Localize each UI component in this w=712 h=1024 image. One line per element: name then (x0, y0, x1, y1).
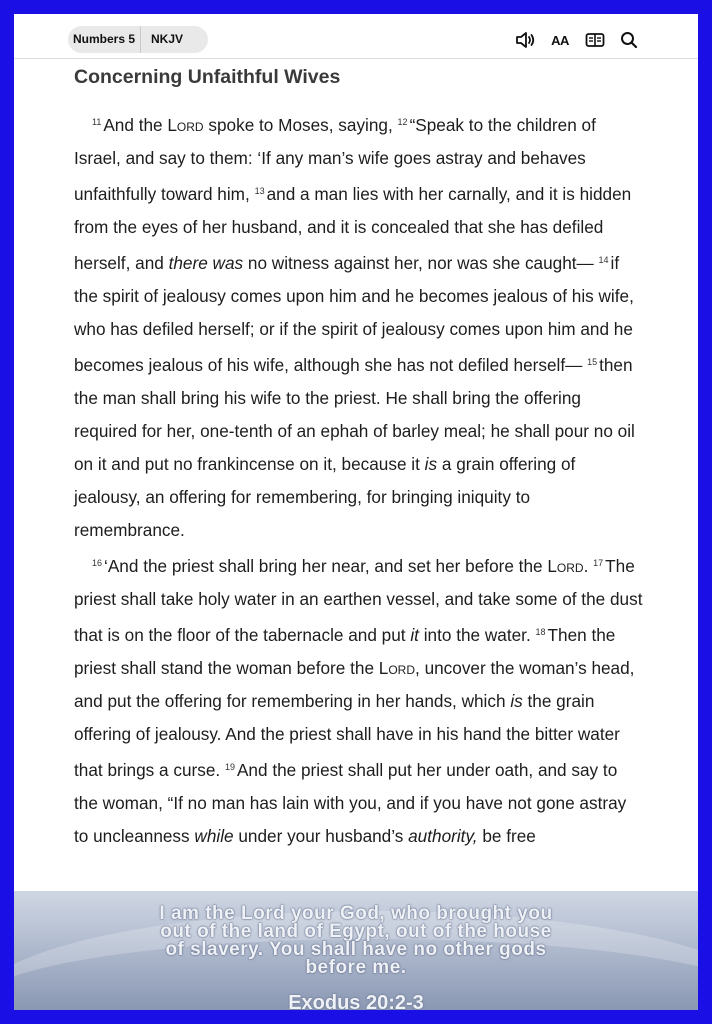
verse-number[interactable]: 14 (598, 255, 609, 265)
paragraph (74, 547, 644, 853)
verse-banner-image[interactable] (14, 891, 698, 1010)
verse-text: “Speak to the children of Israel, and say to them: ‘If any man’s wife goes astray and behaves unfaithfully toward him, (74, 115, 596, 204)
verse-number[interactable]: 13 (254, 186, 265, 196)
speaker-icon[interactable] (514, 30, 536, 50)
verse-text: . (583, 556, 594, 576)
banner-line: I am the Lord your God, who brought you (159, 903, 553, 924)
paragraph (74, 106, 644, 547)
banner-line: of slavery. You shall have no other gods (165, 939, 547, 960)
italic-text: it (410, 625, 419, 645)
verse-text: Then the priest shall stand the woman before the (74, 625, 616, 678)
top-toolbar (14, 14, 698, 59)
verse-text: if the spirit of jealousy comes upon him and he becomes jealous of his wife, who has defiled herself; or if the spirit of jealousy comes upon him and he becomes jealous of his wife, although she has not defiled herself— (74, 253, 634, 375)
verse-number[interactable]: 19 (224, 762, 235, 772)
verse-text: And the priest shall put her under oath, and say to the woman, “If no man has lain with you, and if you have not gone astray to uncleanness (74, 760, 627, 846)
italic-text: authority, (408, 826, 478, 846)
search-icon[interactable] (618, 30, 640, 50)
verse-text: And the (103, 115, 168, 135)
chapter-content (74, 60, 644, 853)
banner-reference: Exodus 20:2-3 (288, 992, 424, 1010)
divine-name: Lord (547, 556, 584, 576)
reader-window (14, 14, 698, 1010)
divine-name: Lord (378, 658, 416, 678)
italic-text: there was (168, 253, 244, 273)
verse-text: be free (477, 826, 536, 846)
reader-icon[interactable] (584, 30, 606, 50)
italic-text: is (424, 454, 438, 474)
text-size-label: AA (551, 32, 569, 48)
banner-verse-text (14, 905, 698, 977)
italic-text: is (510, 691, 523, 711)
verse-text: then the man shall bring his wife to the priest. He shall bring the offering required for her, one-tenth of an ephah of barley meal; he shall pour no oil on it and put no frankincense on it, because it (74, 355, 635, 474)
verse-number[interactable]: 18 (535, 627, 546, 637)
verse-text: into the water. (418, 625, 536, 645)
verse-number[interactable]: 15 (587, 357, 598, 367)
verse-text: , uncover the woman’s head, and put the offering for remembering in her hands, which (74, 658, 635, 711)
section-heading: Concerning Unfaithful Wives (74, 66, 341, 88)
verse-text: no witness against her, nor was she caught— (243, 253, 599, 273)
text-size-icon[interactable] (549, 30, 571, 50)
verse-text: a grain offering of jealousy, an offering for remembering, for bringing iniquity to remembrance. (74, 454, 576, 540)
verse-text: under your husband’s (233, 826, 409, 846)
book-chapter-button[interactable]: Numbers 5 (68, 26, 141, 53)
passage-selector (68, 26, 208, 53)
version-button[interactable]: NKJV (150, 32, 183, 46)
verse-number[interactable]: 16 (92, 558, 103, 568)
divine-name: Lord (167, 115, 204, 135)
verse-text: ‘And the priest shall bring her near, and set her before the (104, 556, 548, 576)
verse-number[interactable]: 17 (593, 558, 604, 568)
verse-number[interactable]: 12 (397, 117, 408, 127)
italic-text: while (194, 826, 234, 846)
banner-line: before me. (305, 957, 407, 978)
verse-text: spoke to Moses, saying, (203, 115, 398, 135)
banner-line: out of the land of Egypt, out of the house (160, 921, 552, 942)
verse-text: The priest shall take holy water in an earthen vessel, and take some of the dust that is on the floor of the tabernacle and put (74, 556, 643, 645)
verse-number[interactable]: 11 (92, 117, 102, 127)
verse-text: and a man lies with her carnally, and it is hidden from the eyes of her husband, and it is concealed that she has defiled herself, and (74, 184, 632, 273)
verse-text: the grain offering of jealousy. And the priest shall have in his hand the bitter water that brings a curse. (74, 691, 620, 780)
